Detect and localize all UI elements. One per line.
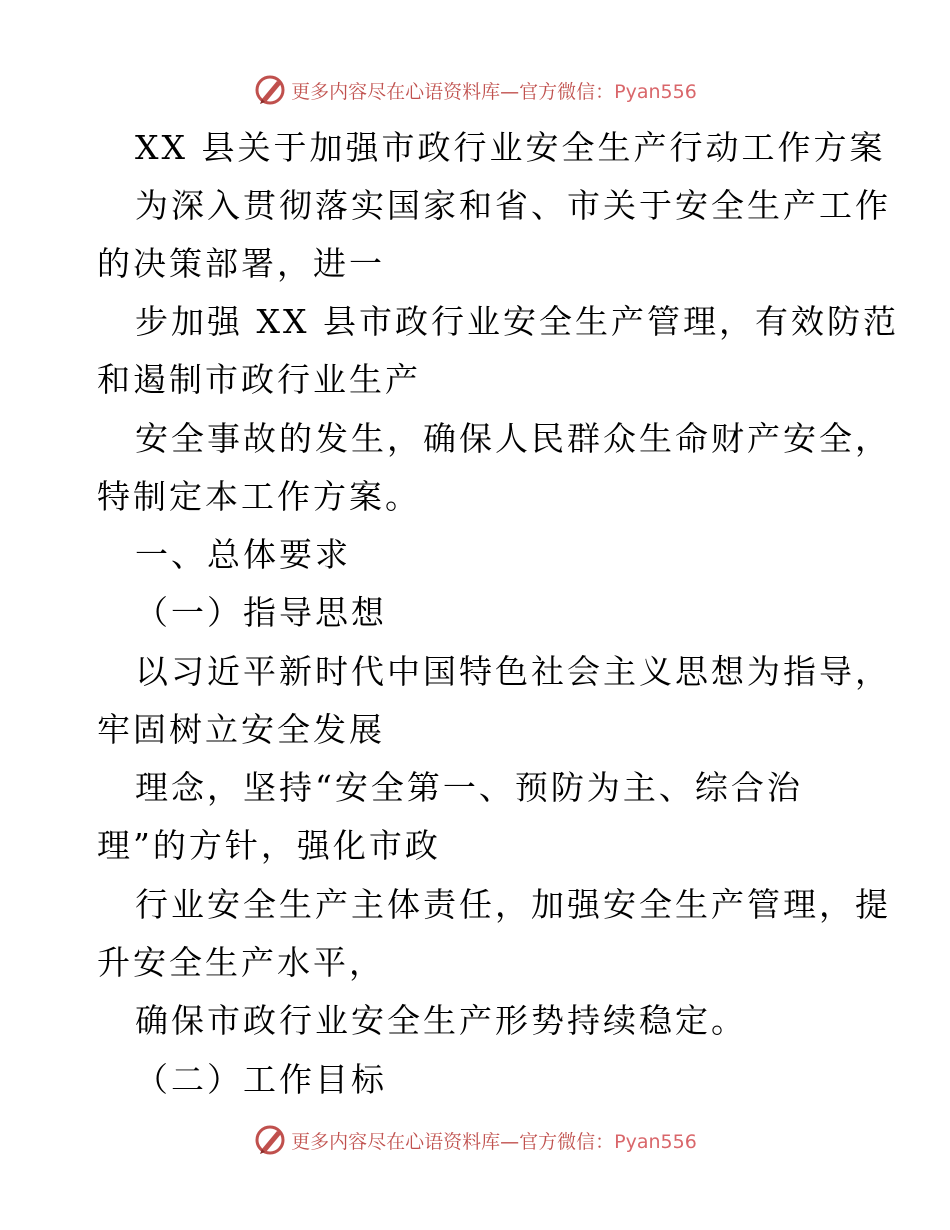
section-heading: 一、总体要求 [135, 535, 351, 574]
paragraph-line: 牢固树立安全发展 [97, 710, 385, 749]
header-watermark-banner [0, 70, 950, 110]
subsection-heading: （二）工作目标 [135, 1060, 387, 1099]
paragraph-line: 确保市政行业安全生产形势持续稳定。 [135, 1001, 747, 1040]
banner-text: 更多内容尽在心语资料库—官方微信： [291, 80, 615, 103]
pen-logo-icon [253, 1123, 287, 1157]
paragraph-line: 理”的方针，强化市政 [97, 826, 441, 865]
paragraph-line: 理念，坚持“安全第一、预防为主、综合治 [135, 768, 803, 807]
banner-wechat-id: Pyan556 [614, 80, 697, 103]
banner-text: 更多内容尽在心语资料库—官方微信： [291, 1130, 615, 1153]
paragraph-line: 特制定本工作方案。 [97, 477, 421, 516]
paragraph-line: 为深入贯彻落实国家和省、市关于安全生产工作 [135, 186, 891, 225]
paragraph-line: 和遏制市政行业生产 [97, 360, 421, 399]
pen-logo-icon [253, 73, 287, 107]
paragraph-line: 以习近平新时代中国特色社会主义思想为指导， [135, 652, 891, 691]
paragraph-line: 安全事故的发生，确保人民群众生命财产安全， [135, 419, 891, 458]
footer-watermark-banner [0, 1120, 950, 1160]
document-title: XX 县关于加强市政行业安全生产行动工作方案 [135, 128, 886, 167]
paragraph-line: 升安全生产水平， [97, 943, 385, 982]
paragraph-line: 行业安全生产主体责任，加强安全生产管理，提 [135, 885, 891, 924]
paragraph-line: 的决策部署，进一 [97, 244, 385, 283]
subsection-heading: （一）指导思想 [135, 593, 387, 632]
banner-wechat-id: Pyan556 [614, 1130, 697, 1153]
paragraph-line: 步加强 XX 县市政行业安全生产管理，有效防范 [135, 302, 899, 341]
